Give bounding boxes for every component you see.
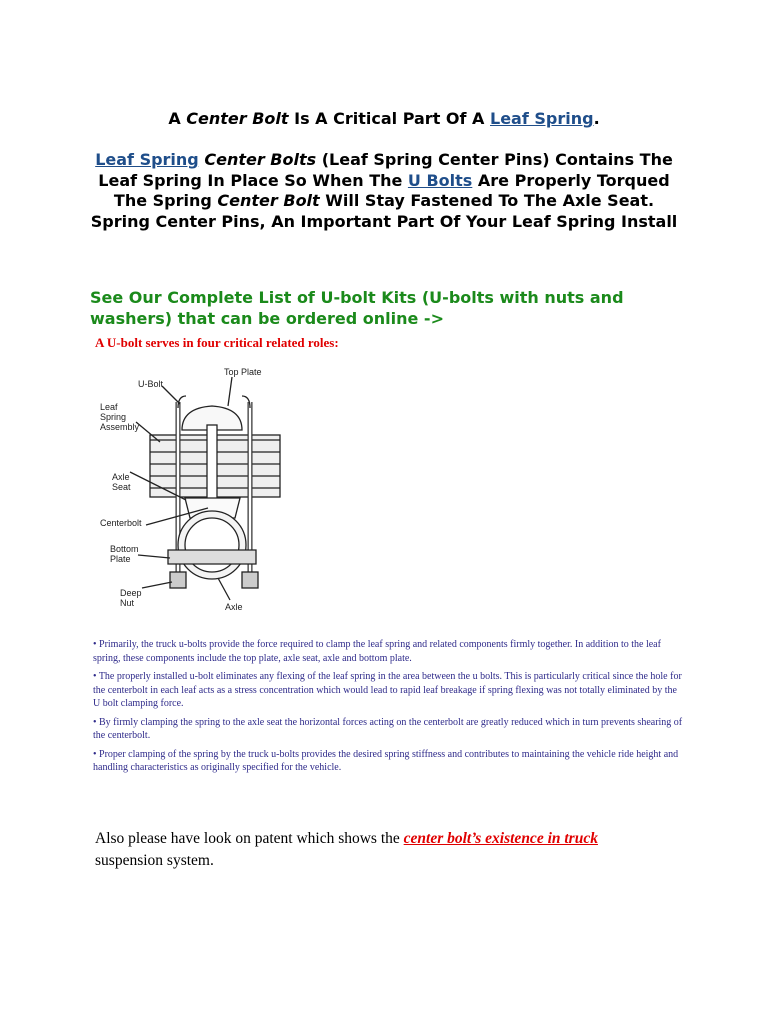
patent-text: suspension system. [95, 852, 214, 869]
u-bolts-link[interactable]: U Bolts [407, 170, 473, 190]
label-u-bolt: U-Bolt [138, 379, 164, 389]
label-leaf-spring-assembly: Leaf Spring Assembly [100, 402, 140, 432]
intro-paragraph [80, 150, 688, 232]
intro-line-2: Spring Center Pins, An Important Part Of Your Leaf Spring Install [90, 211, 678, 231]
title-center-bolt: Center Bolt [186, 109, 289, 128]
label-axle: Axle [225, 602, 243, 612]
label-top-plate: Top Plate [224, 367, 262, 377]
ubolt-diagram [90, 360, 300, 620]
page-title [0, 108, 768, 130]
roles-list [93, 638, 683, 780]
role-item: • Primarily, the truck u-bolts provide the force required to clamp the leaf spring and related components firmly together. In addition to the leaf spring, these components include the top plate, axle seat, axle and bottom plate. [93, 639, 661, 664]
label-deep-nut: Deep Nut [120, 588, 142, 608]
label-axle-seat: Axle Seat [112, 472, 131, 492]
intro-center-bolts: Center Bolts [204, 150, 317, 169]
intro-center-bolt: Center Bolt [217, 191, 320, 210]
ubolt-kits-link[interactable]: See Our Complete List of U-bolt Kits (U-bolts with nuts and washers) that can be ordered online -> [90, 288, 624, 328]
label-bottom-plate: Bottom Plate [110, 544, 139, 564]
intro-text: Are Properly Torqued The Spring [113, 170, 670, 210]
patent-note [95, 828, 695, 872]
patent-link[interactable]: center bolt’s existence in truck [403, 830, 598, 847]
intro-text: Will Stay Fastened To The Axle Seat. [319, 191, 655, 210]
role-item: • Proper clamping of the spring by the truck u-bolts provides the desired spring stiffness and contributes to maintaining the vehicle ride height and handling characteristics as originally specified for the vehicle. [93, 748, 679, 773]
role-item: • The properly installed u-bolt eliminates any flexing of the leaf spring in the area between the u bolts. This is particularly critical since the hole for the centerbolt in each leaf acts as a stress concentration which would lead to rapid leaf breakage if spring flexing was not totally eliminated by the U bolt clamping force. [93, 671, 682, 709]
patent-text: Also please have look on patent which shows the [95, 830, 404, 847]
intro-text: (Leaf Spring Center Pins) Contains The Leaf Spring In Place So When The [98, 150, 673, 190]
label-centerbolt: Centerbolt [100, 518, 142, 528]
role-item: • By firmly clamping the spring to the axle seat the horizontal forces acting on the centerbolt are greatly reduced which in turn prevents shearing of the centerbolt. [93, 716, 683, 741]
roles-heading: A U-bolt serves in four critical related roles: [95, 335, 339, 350]
title-text: A [168, 109, 187, 128]
title-text: Is A Critical Part Of A [288, 109, 490, 128]
leaf-spring-link[interactable]: Leaf Spring [490, 109, 594, 128]
leaf-spring-link[interactable]: Leaf Spring [95, 150, 199, 169]
title-text: . [593, 109, 600, 128]
